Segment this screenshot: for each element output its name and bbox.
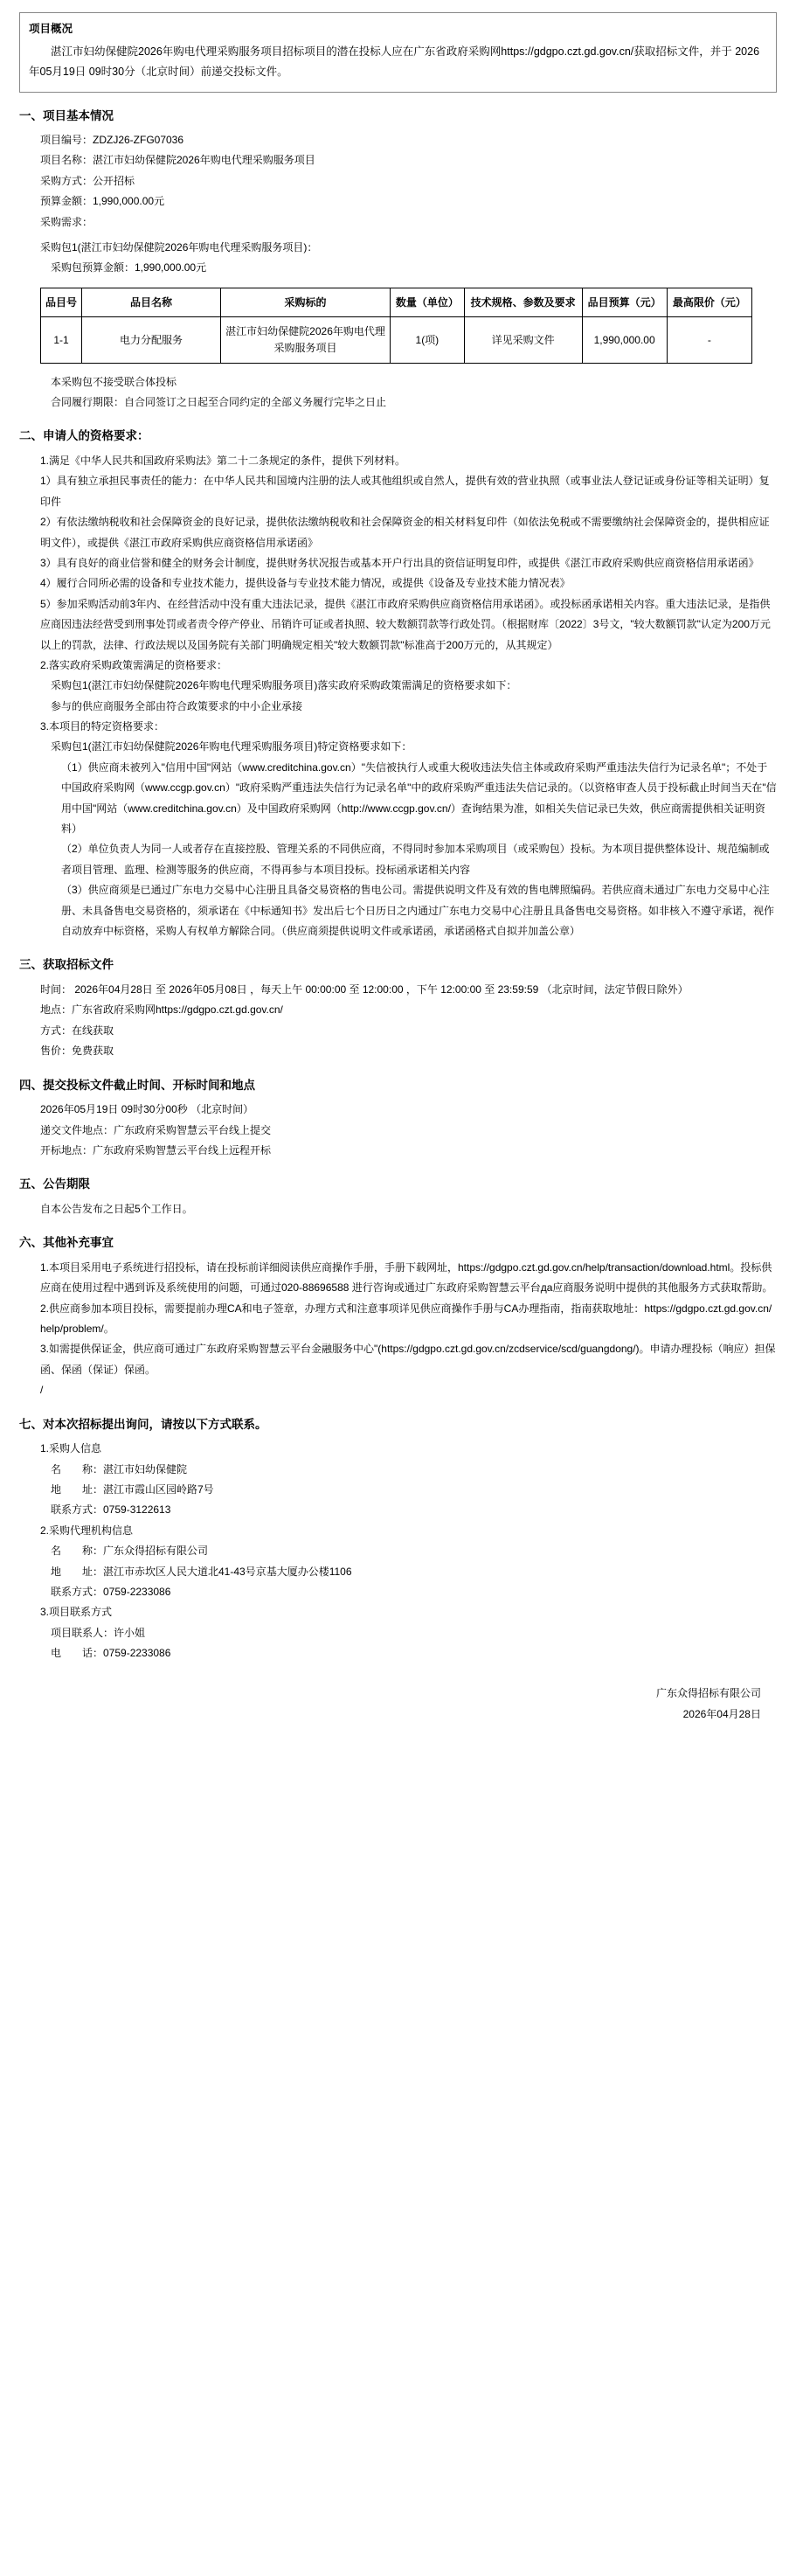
qualification-item: 2）有依法缴纳税收和社会保障资金的良好记录，提供依法缴纳税收和社会保障资金的相关材料复印件（如依法免税或不需要缴纳社会保障资金的，提供相应证明文件），或提供《湛江市政府采购供应商资格信用承诺函》: [40, 516, 770, 549]
section-heading-basic-info: 一、项目基本情况: [19, 108, 114, 122]
other-item: 1.本项目采用电子系统进行招投标，请在投标前详细阅读供应商操作手册，手册下载网址，https://gdgpo.czt.gd.gov.cn/help/transaction/download.html。投标供应商在使用过程中遇到诉及系统使用的问题，可通过020-88696588 进行咨询或通过广东政府采购智慧云平台да应商服务说明中提供的其他服务方式获取帮助。: [40, 1260, 773, 1295]
qualification-policy-detail: 参与的供应商服务全部由符合政策要求的中小企业承接: [51, 699, 303, 712]
contact-line: 名 称：湛江市妇幼保健院: [51, 1462, 188, 1475]
cell-item-name: 电力分配服务: [82, 317, 221, 363]
table-header-row: [41, 288, 752, 317]
other-item-placeholder: /: [40, 1384, 44, 1397]
qualification-item: 3）具有良好的商业信誉和健全的财务会计制度，提供财务状况报告或基本开户行出具的资信证明复印件，或提供《湛江市政府采购供应商资格信用承诺函》: [40, 556, 759, 569]
contact-line: 名 称：广东众得招标有限公司: [51, 1545, 209, 1558]
qualification-item: 5）参加采购活动前3年内、在经营活动中没有重大违法记录，提供《湛江市政府采购供应商资格信用承诺函》。或投标函承诺相关内容。重大违法记录，是指供应商因违法经营受到刑事处罚或者责令停产停业、吊销许可证或者执照、较大数额罚款等行政处罚。（根据财库〔2022〕3号文，"较大数额罚款"认定为200万元以上的罚款，法律、行政法规以及国务院有关部门明确规定相关"较大数额罚款"标准高于200万元的，从其规定）: [40, 597, 771, 651]
basic-info-item: 预算金额：1,990,000.00元: [40, 195, 165, 208]
contact-group-title: 1.采购人信息: [40, 1442, 102, 1455]
th-item-name: 品目名称: [82, 288, 221, 317]
signature-block: [19, 1683, 777, 1725]
qualification-specific-package: 采购包1(湛江市妇幼保健院2026年购电代理采购服务项目)特定资格要求如下：: [51, 740, 412, 753]
qualification-item: 1.满足《中华人民共和国政府采购法》第二十二条规定的条件，提供下列材料。: [40, 454, 406, 467]
qualification-specific-item: （3）供应商须是已通过广东电力交易中心注册且具备交易资格的售电公司。需提供说明文件及有效的售电牌照编码。若供应商未通过广东电力交易中心注册、未具备售电交易资格的，须承诺在《中标通知书》发出后七个日历日之内通过广东电力交易中心注册且具备售电交易资格。如非核入不遵守承诺，视作自动放弃中标资格，采购人有权单方解除合同。（供应商须提供说明文件或承诺函，承诺函格式自拟并加盖公章）: [61, 884, 775, 937]
section-heading-other: 六、其他补充事宜: [19, 1236, 114, 1250]
basic-info-item: 采购需求：: [40, 215, 93, 228]
cell-spec: 详见采购文件: [464, 317, 582, 363]
get-documents-line: 地点：广东省政府采购网https://gdgpo.czt.gd.gov.cn/: [40, 1003, 283, 1017]
section-heading-submit-deadline: 四、提交投标文件截止时间、开标时间和地点: [19, 1078, 255, 1092]
notice-period-line: 自本公告发布之日起5个工作日。: [40, 1202, 193, 1215]
th-budget: 品目预算（元）: [582, 288, 667, 317]
cell-budget: 1,990,000.00: [582, 317, 667, 363]
submit-deadline-line: 开标地点：广东政府采购智慧云平台线上远程开标: [40, 1143, 272, 1156]
cell-item-no: 1-1: [41, 317, 82, 363]
signature-date: 2026年04月28日: [682, 1708, 761, 1721]
other-item: 3.如需提供保证金，供应商可通过广东政府采购智慧云平台金融服务中心"(https://gdgpo.czt.gd.gov.cn/zcdservice/scd/guangdong/)。申请办理投标（响应）担保函、保函（保证）保函。: [40, 1343, 776, 1376]
section-heading-contact: 七、对本次招标提出询问，请按以下方式联系。: [19, 1417, 267, 1431]
other-item: 2.供应商参加本项目投标，需要提前办理CA和电子签章，办理方式和注意事项详见供应商操作手册与CA办理指南，指南获取地址：https://gdgpo.czt.gd.gov.cn/help/problem/。: [40, 1302, 772, 1336]
qualification-specific-item: （2）单位负责人为同一人或者存在直接控股、管理关系的不同供应商，不得同时参加本采购项目（或采购包）投标。为本项目提供整体设计、规范编制或者项目管理、监理、检测等服务的供应商，不得再参与本项目投标。投标函承诺相关内容: [61, 843, 770, 876]
project-overview-box: [19, 12, 777, 93]
package-line: 采购包1(湛江市妇幼保健院2026年购电代理采购服务项目)：: [40, 241, 318, 254]
contact-line: 电 话：0759-2233086: [51, 1647, 171, 1660]
th-item-no: 品目号: [41, 288, 82, 317]
contact-group-title: 3.项目联系方式: [40, 1606, 113, 1619]
submit-deadline-line: 2026年05月19日 09时30分00秒 （北京时间）: [40, 1103, 254, 1116]
th-max-price: 最高限价（元）: [667, 288, 751, 317]
goods-table: [40, 288, 752, 364]
section-heading-get-documents: 三、获取招标文件: [19, 958, 114, 972]
contact-group-title: 2.采购代理机构信息: [40, 1524, 134, 1537]
basic-info-item: 项目名称：湛江市妇幼保健院2026年购电代理采购服务项目: [40, 154, 315, 167]
get-documents-line: 时间： 2026年04月28日 至 2026年05月08日 ，每天上午 00:00:00 至 12:00:00 ，下午 12:00:00 至 23:59:59 （北京时间，法定节假日除外）: [40, 982, 689, 996]
qualification-policy-title: 2.落实政府采购政策需满足的资格要求：: [40, 658, 228, 671]
package-budget: 采购包预算金额：1,990,000.00元: [51, 261, 207, 274]
contact-line: 地 址：湛江市赤坎区人民大道北41-43号京基大厦办公楼1106: [51, 1565, 352, 1578]
contact-line: 联系方式：0759-3122613: [51, 1503, 171, 1517]
contact-line: 项目联系人：许小姐: [51, 1626, 146, 1639]
qualification-specific-item: （1）供应商未被列入"信用中国"网站（www.creditchina.gov.cn）"失信被执行人或重大税收违法失信主体或政府采购严重违法失信行为记录名单"；不处于中国政府采购网（www.ccgp.gov.cn）"政府采购严重违法失信行为记录名单"中的政府采购严重违法失信记录的。（以资格审查人员于投标截止时间当天在"信用中国"网站（www.creditchina.gov.cn）及中国政府采购网（http://www.ccgp.gov.cn/）查询结果为准，如相关失信记录已失效，供应商需提供相关证明资料）: [61, 760, 777, 836]
overview-title: 项目概况: [29, 23, 73, 35]
th-quantity: 数量（单位）: [391, 288, 465, 317]
th-spec: 技术规格、参数及要求: [464, 288, 582, 317]
basic-info-item: 项目编号：ZDZJ26-ZFG07036: [40, 134, 184, 147]
qualification-item: 1）具有独立承担民事责任的能力：在中华人民共和国境内注册的法人或其他组织或自然人，提供有效的营业执照（或事业法人登记证或身份证等相关证明）复印件: [40, 475, 770, 508]
section-heading-qualification: 二、申请人的资格要求：: [19, 429, 149, 443]
contract-term: 合同履行期限：自合同签订之日起至合同约定的全部义务履行完毕之日止: [51, 396, 387, 408]
contact-line: 地 址：湛江市霞山区园岭路7号: [51, 1482, 214, 1496]
cell-max-price: -: [667, 317, 751, 363]
cell-quantity: 1(项): [391, 317, 465, 363]
qualification-policy-package: 采购包1(湛江市妇幼保健院2026年购电代理采购服务项目)落实政府采购政策需满足的资格要求如下：: [51, 679, 517, 692]
qualification-specific-title: 3.本项目的特定资格要求：: [40, 720, 165, 733]
qualification-item: 4）履行合同所必需的设备和专业技术能力，提供设备与专业技术能力情况，或提供《设备及专业技术能力情况表》: [40, 577, 571, 590]
signature-company: 广东众得招标有限公司: [655, 1687, 761, 1700]
package-note: 本采购包不接受联合体投标: [51, 375, 177, 388]
cell-target: 湛江市妇幼保健院2026年购电代理采购服务项目: [221, 317, 391, 363]
section-heading-notice-period: 五、公告期限: [19, 1177, 90, 1191]
th-target: 采购标的: [221, 288, 391, 317]
get-documents-line: 售价：免费获取: [40, 1045, 114, 1058]
overview-body: 湛江市妇幼保健院2026年购电代理采购服务项目招标项目的潜在投标人应在广东省政府采购网https://gdgpo.czt.gd.gov.cn/获取招标文件，并于 2026年05月19日 09时30分（北京时间）前递交投标文件。: [29, 45, 760, 79]
basic-info-item: 采购方式：公开招标: [40, 174, 135, 187]
submit-deadline-line: 递交文件地点：广东政府采购智慧云平台线上提交: [40, 1123, 272, 1136]
contact-line: 联系方式：0759-2233086: [51, 1585, 171, 1598]
get-documents-line: 方式：在线获取: [40, 1024, 114, 1037]
table-row: [41, 317, 752, 363]
